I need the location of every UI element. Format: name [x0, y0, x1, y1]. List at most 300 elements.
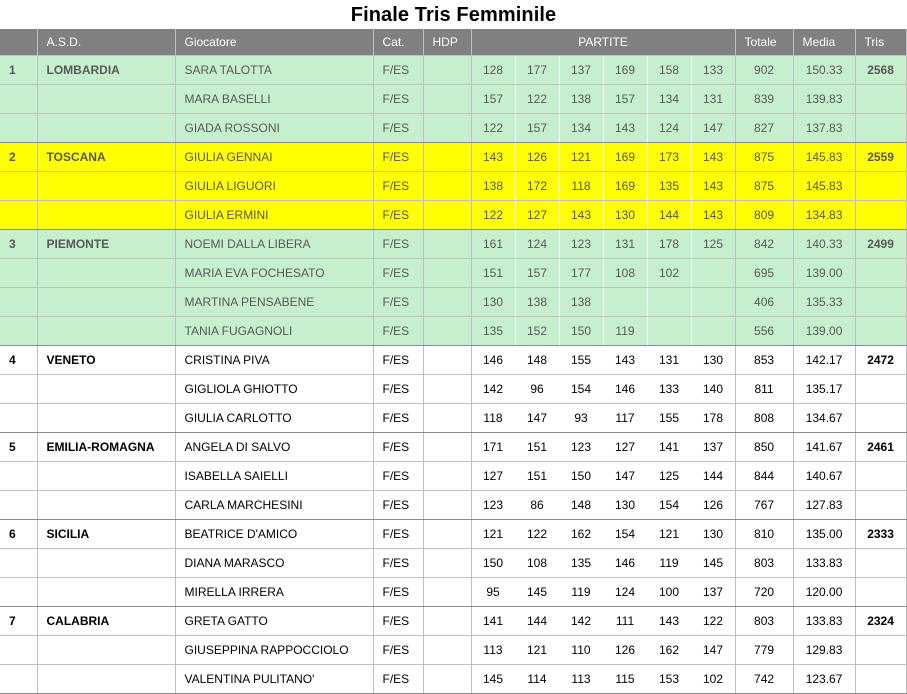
table-row: [0, 462, 906, 491]
table-row: [0, 56, 906, 85]
player-average: 127.83: [793, 491, 855, 520]
player-average: 140.67: [793, 462, 855, 491]
team-name: SICILIA: [37, 520, 175, 549]
team-position: 6: [0, 520, 37, 549]
game-score: 144: [647, 201, 691, 230]
team-tris: [855, 578, 906, 607]
player-name: GIADA ROSSONI: [175, 114, 373, 143]
team-position: [0, 665, 37, 694]
team-position: [0, 114, 37, 143]
team-position: 2: [0, 143, 37, 172]
game-score: 138: [559, 288, 603, 317]
player-name: GIUSEPPINA RAPPOCCIOLO: [175, 636, 373, 665]
team-tris: 2559: [855, 143, 906, 172]
game-score: 171: [471, 433, 515, 462]
game-score: 113: [559, 665, 603, 694]
game-score: 130: [471, 288, 515, 317]
player-hdp: [423, 201, 471, 230]
player-total: 767: [735, 491, 793, 520]
game-score: 119: [559, 578, 603, 607]
team-tris: [855, 636, 906, 665]
team-name: [37, 404, 175, 433]
game-score: [691, 288, 735, 317]
game-score: 133: [647, 375, 691, 404]
game-score: 119: [647, 549, 691, 578]
team-position: [0, 491, 37, 520]
game-score: 114: [515, 665, 559, 694]
team-position: [0, 288, 37, 317]
header-media: Media: [793, 29, 855, 56]
team-position: [0, 172, 37, 201]
player-total: 720: [735, 578, 793, 607]
player-category: F/ES: [373, 172, 423, 201]
player-total: 810: [735, 520, 793, 549]
player-name: BEATRICE D'AMICO: [175, 520, 373, 549]
team-tris: [855, 259, 906, 288]
player-name: MIRELLA IRRERA: [175, 578, 373, 607]
team-tris: [855, 201, 906, 230]
game-score: 172: [515, 172, 559, 201]
player-total: 844: [735, 462, 793, 491]
player-category: F/ES: [373, 549, 423, 578]
team-tris: [855, 288, 906, 317]
player-name: ANGELA DI SALVO: [175, 433, 373, 462]
player-name: GIULIA ERMINI: [175, 201, 373, 230]
table-row: [0, 491, 906, 520]
player-average: 139.83: [793, 85, 855, 114]
game-score: 145: [515, 578, 559, 607]
game-score: 146: [471, 346, 515, 375]
header-cat: Cat.: [373, 29, 423, 56]
game-score: 146: [603, 375, 647, 404]
team-tris: [855, 549, 906, 578]
player-hdp: [423, 491, 471, 520]
team-tris: 2568: [855, 56, 906, 85]
player-average: 123.67: [793, 665, 855, 694]
game-score: 119: [603, 317, 647, 346]
team-name: TOSCANA: [37, 143, 175, 172]
game-score: 154: [603, 520, 647, 549]
game-score: 130: [603, 491, 647, 520]
game-score: 121: [559, 143, 603, 172]
game-score: 148: [515, 346, 559, 375]
player-hdp: [423, 56, 471, 85]
player-name: MARA BASELLI: [175, 85, 373, 114]
team-position: [0, 201, 37, 230]
game-score: 95: [471, 578, 515, 607]
team-name: [37, 114, 175, 143]
team-position: 4: [0, 346, 37, 375]
game-score: 150: [559, 462, 603, 491]
team-name: VENETO: [37, 346, 175, 375]
player-hdp: [423, 143, 471, 172]
team-position: [0, 404, 37, 433]
team-name: LOMBARDIA: [37, 56, 175, 85]
game-score: 96: [515, 375, 559, 404]
player-name: CRISTINA PIVA: [175, 346, 373, 375]
game-score: 125: [647, 462, 691, 491]
game-score: 142: [559, 607, 603, 636]
player-name: DIANA MARASCO: [175, 549, 373, 578]
player-total: 695: [735, 259, 793, 288]
game-score: 145: [471, 665, 515, 694]
table-row: [0, 578, 906, 607]
player-total: 803: [735, 549, 793, 578]
player-hdp: [423, 375, 471, 404]
game-score: 155: [559, 346, 603, 375]
game-score: 122: [471, 201, 515, 230]
game-score: 154: [559, 375, 603, 404]
game-score: [691, 259, 735, 288]
table-row: [0, 114, 906, 143]
team-tris: [855, 85, 906, 114]
game-score: [603, 288, 647, 317]
player-category: F/ES: [373, 607, 423, 636]
game-score: 134: [647, 85, 691, 114]
player-total: 850: [735, 433, 793, 462]
player-name: NOEMI DALLA LIBERA: [175, 230, 373, 259]
game-score: 128: [471, 56, 515, 85]
team-name: [37, 201, 175, 230]
game-score: 140: [691, 375, 735, 404]
team-position: [0, 549, 37, 578]
player-name: GIULIA CARLOTTO: [175, 404, 373, 433]
game-score: 108: [515, 549, 559, 578]
player-average: 133.83: [793, 607, 855, 636]
player-category: F/ES: [373, 491, 423, 520]
player-category: F/ES: [373, 85, 423, 114]
team-name: [37, 375, 175, 404]
game-score: 122: [515, 85, 559, 114]
game-score: 135: [559, 549, 603, 578]
team-position: [0, 317, 37, 346]
table-row: [0, 433, 906, 462]
game-score: 158: [647, 56, 691, 85]
player-category: F/ES: [373, 578, 423, 607]
game-score: 142: [471, 375, 515, 404]
player-total: 839: [735, 85, 793, 114]
player-name: MARIA EVA FOCHESATO: [175, 259, 373, 288]
game-score: 143: [647, 607, 691, 636]
game-score: 143: [603, 346, 647, 375]
game-score: 147: [603, 462, 647, 491]
player-total: 803: [735, 607, 793, 636]
player-category: F/ES: [373, 433, 423, 462]
player-average: 135.17: [793, 375, 855, 404]
player-hdp: [423, 85, 471, 114]
game-score: 143: [691, 143, 735, 172]
game-score: 130: [691, 346, 735, 375]
game-score: 126: [691, 491, 735, 520]
player-category: F/ES: [373, 143, 423, 172]
game-score: 135: [471, 317, 515, 346]
game-score: 178: [647, 230, 691, 259]
table-row: [0, 288, 906, 317]
player-average: 135.00: [793, 520, 855, 549]
game-score: 102: [647, 259, 691, 288]
player-name: GIGLIOLA GHIOTTO: [175, 375, 373, 404]
player-average: 140.33: [793, 230, 855, 259]
game-score: 173: [647, 143, 691, 172]
player-category: F/ES: [373, 259, 423, 288]
team-tris: [855, 375, 906, 404]
game-score: 127: [471, 462, 515, 491]
player-hdp: [423, 259, 471, 288]
game-score: 137: [691, 578, 735, 607]
table-row: [0, 259, 906, 288]
header-giocatore: Giocatore: [175, 29, 373, 56]
header-totale: Totale: [735, 29, 793, 56]
game-score: [647, 317, 691, 346]
player-average: 141.67: [793, 433, 855, 462]
game-score: 162: [559, 520, 603, 549]
team-name: [37, 288, 175, 317]
team-tris: 2333: [855, 520, 906, 549]
team-position: [0, 375, 37, 404]
table-row: [0, 607, 906, 636]
team-tris: [855, 462, 906, 491]
game-score: 102: [691, 665, 735, 694]
team-tris: [855, 317, 906, 346]
player-total: 853: [735, 346, 793, 375]
game-score: 86: [515, 491, 559, 520]
player-hdp: [423, 520, 471, 549]
game-score: 154: [647, 491, 691, 520]
team-position: [0, 462, 37, 491]
player-category: F/ES: [373, 288, 423, 317]
team-name: [37, 578, 175, 607]
header-partite: PARTITE: [471, 29, 735, 56]
game-score: 131: [647, 346, 691, 375]
table-header: [0, 29, 906, 56]
table-row: [0, 520, 906, 549]
player-category: F/ES: [373, 230, 423, 259]
game-score: 125: [691, 230, 735, 259]
player-hdp: [423, 578, 471, 607]
game-score: 123: [471, 491, 515, 520]
game-score: 121: [647, 520, 691, 549]
game-score: 146: [603, 549, 647, 578]
team-tris: [855, 665, 906, 694]
game-score: [691, 317, 735, 346]
header-pos: [0, 29, 37, 56]
player-average: 120.00: [793, 578, 855, 607]
game-score: 138: [515, 288, 559, 317]
game-score: 169: [603, 56, 647, 85]
player-category: F/ES: [373, 375, 423, 404]
game-score: 147: [691, 636, 735, 665]
game-score: 124: [515, 230, 559, 259]
player-hdp: [423, 346, 471, 375]
game-score: 126: [603, 636, 647, 665]
game-score: 117: [603, 404, 647, 433]
game-score: 124: [603, 578, 647, 607]
player-hdp: [423, 317, 471, 346]
game-score: 143: [471, 143, 515, 172]
player-category: F/ES: [373, 665, 423, 694]
game-score: 126: [515, 143, 559, 172]
game-score: 131: [691, 85, 735, 114]
game-score: 133: [691, 56, 735, 85]
game-score: 122: [691, 607, 735, 636]
player-total: 842: [735, 230, 793, 259]
game-score: 141: [647, 433, 691, 462]
game-score: 144: [691, 462, 735, 491]
game-score: 143: [691, 201, 735, 230]
game-score: 121: [471, 520, 515, 549]
game-score: 143: [691, 172, 735, 201]
game-score: 100: [647, 578, 691, 607]
game-score: 157: [603, 85, 647, 114]
table-row: [0, 143, 906, 172]
table-body: [0, 56, 906, 694]
team-position: [0, 636, 37, 665]
player-total: 875: [735, 143, 793, 172]
team-name: PIEMONTE: [37, 230, 175, 259]
header-tris: Tris: [855, 29, 906, 56]
table-row: [0, 404, 906, 433]
results-table: [0, 29, 907, 694]
player-average: 134.83: [793, 201, 855, 230]
game-score: 147: [515, 404, 559, 433]
player-category: F/ES: [373, 201, 423, 230]
game-score: 108: [603, 259, 647, 288]
team-position: 7: [0, 607, 37, 636]
game-score: 127: [603, 433, 647, 462]
table-row: [0, 201, 906, 230]
player-category: F/ES: [373, 56, 423, 85]
player-total: 809: [735, 201, 793, 230]
table-row: [0, 665, 906, 694]
game-score: 152: [515, 317, 559, 346]
game-score: 155: [647, 404, 691, 433]
game-score: 135: [647, 172, 691, 201]
table-row: [0, 346, 906, 375]
team-position: [0, 85, 37, 114]
team-position: [0, 578, 37, 607]
team-name: [37, 85, 175, 114]
player-total: 742: [735, 665, 793, 694]
player-category: F/ES: [373, 404, 423, 433]
game-score: 138: [559, 85, 603, 114]
player-hdp: [423, 607, 471, 636]
team-tris: [855, 491, 906, 520]
player-category: F/ES: [373, 114, 423, 143]
game-score: 151: [515, 433, 559, 462]
game-score: 144: [515, 607, 559, 636]
player-category: F/ES: [373, 346, 423, 375]
team-name: [37, 317, 175, 346]
game-score: 93: [559, 404, 603, 433]
game-score: 134: [559, 114, 603, 143]
player-total: 808: [735, 404, 793, 433]
player-name: MARTINA PENSABENE: [175, 288, 373, 317]
player-hdp: [423, 230, 471, 259]
game-score: 110: [559, 636, 603, 665]
game-score: 124: [647, 114, 691, 143]
table-row: [0, 230, 906, 259]
game-score: 151: [515, 462, 559, 491]
player-average: 150.33: [793, 56, 855, 85]
team-position: 5: [0, 433, 37, 462]
player-name: GRETA GATTO: [175, 607, 373, 636]
player-average: 129.83: [793, 636, 855, 665]
game-score: 130: [603, 201, 647, 230]
player-total: 902: [735, 56, 793, 85]
player-total: 875: [735, 172, 793, 201]
game-score: 169: [603, 143, 647, 172]
game-score: 161: [471, 230, 515, 259]
table-row: [0, 636, 906, 665]
player-name: VALENTINA PULITANO': [175, 665, 373, 694]
team-name: EMILIA-ROMAGNA: [37, 433, 175, 462]
game-score: 147: [691, 114, 735, 143]
game-score: 157: [471, 85, 515, 114]
game-score: 137: [691, 433, 735, 462]
team-name: [37, 491, 175, 520]
player-average: 139.00: [793, 259, 855, 288]
player-name: GIULIA LIGUORI: [175, 172, 373, 201]
player-category: F/ES: [373, 462, 423, 491]
game-score: 122: [471, 114, 515, 143]
player-total: 556: [735, 317, 793, 346]
player-category: F/ES: [373, 636, 423, 665]
game-score: 123: [559, 433, 603, 462]
player-average: 134.67: [793, 404, 855, 433]
game-score: [647, 288, 691, 317]
game-score: 141: [471, 607, 515, 636]
header-asd: A.S.D.: [37, 29, 175, 56]
game-score: 113: [471, 636, 515, 665]
page-title: Finale Tris Femminile: [350, 4, 557, 26]
player-hdp: [423, 462, 471, 491]
player-hdp: [423, 636, 471, 665]
player-hdp: [423, 549, 471, 578]
game-score: 121: [515, 636, 559, 665]
player-name: TANIA FUGAGNOLI: [175, 317, 373, 346]
team-name: [37, 172, 175, 201]
player-category: F/ES: [373, 317, 423, 346]
player-average: 139.00: [793, 317, 855, 346]
team-name: CALABRIA: [37, 607, 175, 636]
team-tris: 2461: [855, 433, 906, 462]
game-score: 137: [559, 56, 603, 85]
game-score: 118: [471, 404, 515, 433]
player-average: 145.83: [793, 143, 855, 172]
player-name: GIULIA GENNAI: [175, 143, 373, 172]
game-score: 150: [559, 317, 603, 346]
game-score: 177: [559, 259, 603, 288]
game-score: 157: [515, 259, 559, 288]
game-score: 123: [559, 230, 603, 259]
team-tris: 2472: [855, 346, 906, 375]
team-tris: 2499: [855, 230, 906, 259]
team-tris: [855, 172, 906, 201]
game-score: 151: [471, 259, 515, 288]
game-score: 127: [515, 201, 559, 230]
team-tris: [855, 404, 906, 433]
game-score: 177: [515, 56, 559, 85]
game-score: 153: [647, 665, 691, 694]
player-hdp: [423, 172, 471, 201]
player-hdp: [423, 404, 471, 433]
game-score: 138: [471, 172, 515, 201]
game-score: 131: [603, 230, 647, 259]
team-name: [37, 636, 175, 665]
game-score: 178: [691, 404, 735, 433]
game-score: 169: [603, 172, 647, 201]
team-name: [37, 462, 175, 491]
